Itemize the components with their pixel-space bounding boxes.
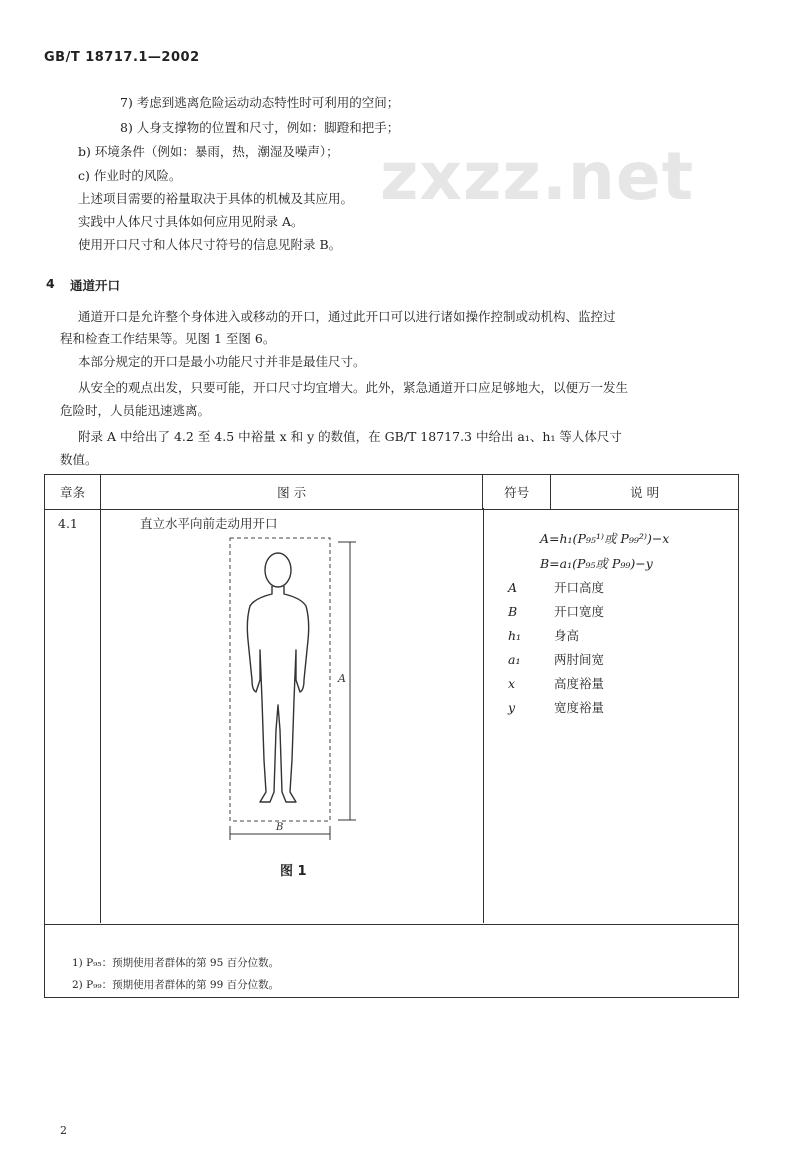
symbol: B: [508, 604, 518, 619]
intro-line: 实践中人体尺寸具体如何应用见附录 A。: [78, 214, 304, 229]
body-outline: [247, 586, 308, 802]
intro-line: 使用开口尺寸和人体尺寸符号的信息见附录 B。: [78, 237, 342, 252]
opening-outline: [230, 538, 330, 821]
symbol: y: [508, 700, 516, 715]
standard-code-header: GB/T 18717.1—2002: [44, 50, 200, 65]
footnote: 2) P₉₉：预期使用者群体的第 99 百分位数。: [72, 979, 280, 991]
watermark: zxzz.net: [380, 138, 695, 215]
intro-line: 上述项目需要的裕量取决于具体的机械及其应用。: [78, 191, 354, 206]
intro-line: 8) 人身支撑物的位置和尺寸，例如：脚蹬和把手；: [120, 120, 400, 135]
paragraph-line: 从安全的观点出发，只要可能，开口尺寸均宜增大。此外，紧急通道开口应足够地大，以便万一发生: [78, 380, 629, 395]
paragraph-line: 危险时，人员能迅速逃离。: [60, 403, 211, 418]
symbol: A: [508, 580, 518, 595]
footnote: 1) P₉₅：预期使用者群体的第 95 百分位数。: [72, 957, 280, 969]
column-divider: [483, 508, 484, 923]
dim-a-label: A: [338, 672, 346, 685]
symbol: h₁: [508, 628, 522, 643]
header-clause: 章条: [45, 475, 101, 510]
symbol-meaning: 开口高度: [554, 580, 605, 595]
header-symbol: 符号: [483, 475, 551, 510]
symbol-meaning: 开口宽度: [554, 604, 605, 619]
paragraph-line: 通道开口是允许整个身体进入或移动的开口，通过此开口可以进行诸如操作控制或动机构、监控过: [78, 309, 616, 324]
clause-number: 4.1: [58, 516, 78, 531]
symbol: a₁: [508, 652, 521, 667]
figure-caption: 直立水平向前走动用开口: [140, 516, 278, 531]
symbol-meaning: 宽度裕量: [554, 700, 605, 715]
table-header-row: [45, 475, 739, 510]
symbol: x: [508, 676, 516, 691]
page-number: 2: [60, 1124, 67, 1137]
symbol-meaning: 两肘间宽: [554, 652, 605, 667]
paragraph-line: 数值。: [60, 452, 98, 467]
paragraph-line: 附录 A 中给出了 4.2 至 4.5 中裕量 x 和 y 的数值，在 GB/T 18717.3 中给出 a₁、h₁ 等人体尺寸: [78, 429, 622, 444]
intro-line: b) 环境条件（例如：暴雨，热，潮湿及噪声）；: [78, 144, 339, 159]
intro-line: c) 作业时的风险。: [78, 168, 182, 183]
section-number: 4: [46, 276, 55, 291]
figure-label: 图 1: [280, 864, 307, 879]
column-divider: [100, 508, 101, 923]
header-description: 说 明: [551, 475, 739, 510]
intro-line: 7) 考虑到逃离危险运动动态特性时可利用的空间；: [120, 95, 400, 110]
section-title: 通道开口: [70, 278, 121, 293]
dim-b-label: B: [276, 822, 284, 833]
symbol-meaning: 身高: [554, 628, 580, 643]
paragraph-line: 程和检查工作结果等。见图 1 至图 6。: [60, 331, 276, 346]
figure-1-drawing: [200, 530, 360, 845]
head-shape: [265, 553, 291, 587]
symbol-meaning: 高度裕量: [554, 676, 605, 691]
clause-table: [44, 474, 739, 998]
header-figure: 图 示: [100, 475, 482, 510]
formula-b: B=a₁(P₉₅或 P₉₉)−y: [540, 556, 653, 571]
formula-a: A=h₁(P₉₅¹⁾或 P₉₉²⁾)−x: [540, 531, 670, 546]
paragraph-line: 本部分规定的开口是最小功能尺寸并非是最佳尺寸。: [78, 354, 366, 369]
